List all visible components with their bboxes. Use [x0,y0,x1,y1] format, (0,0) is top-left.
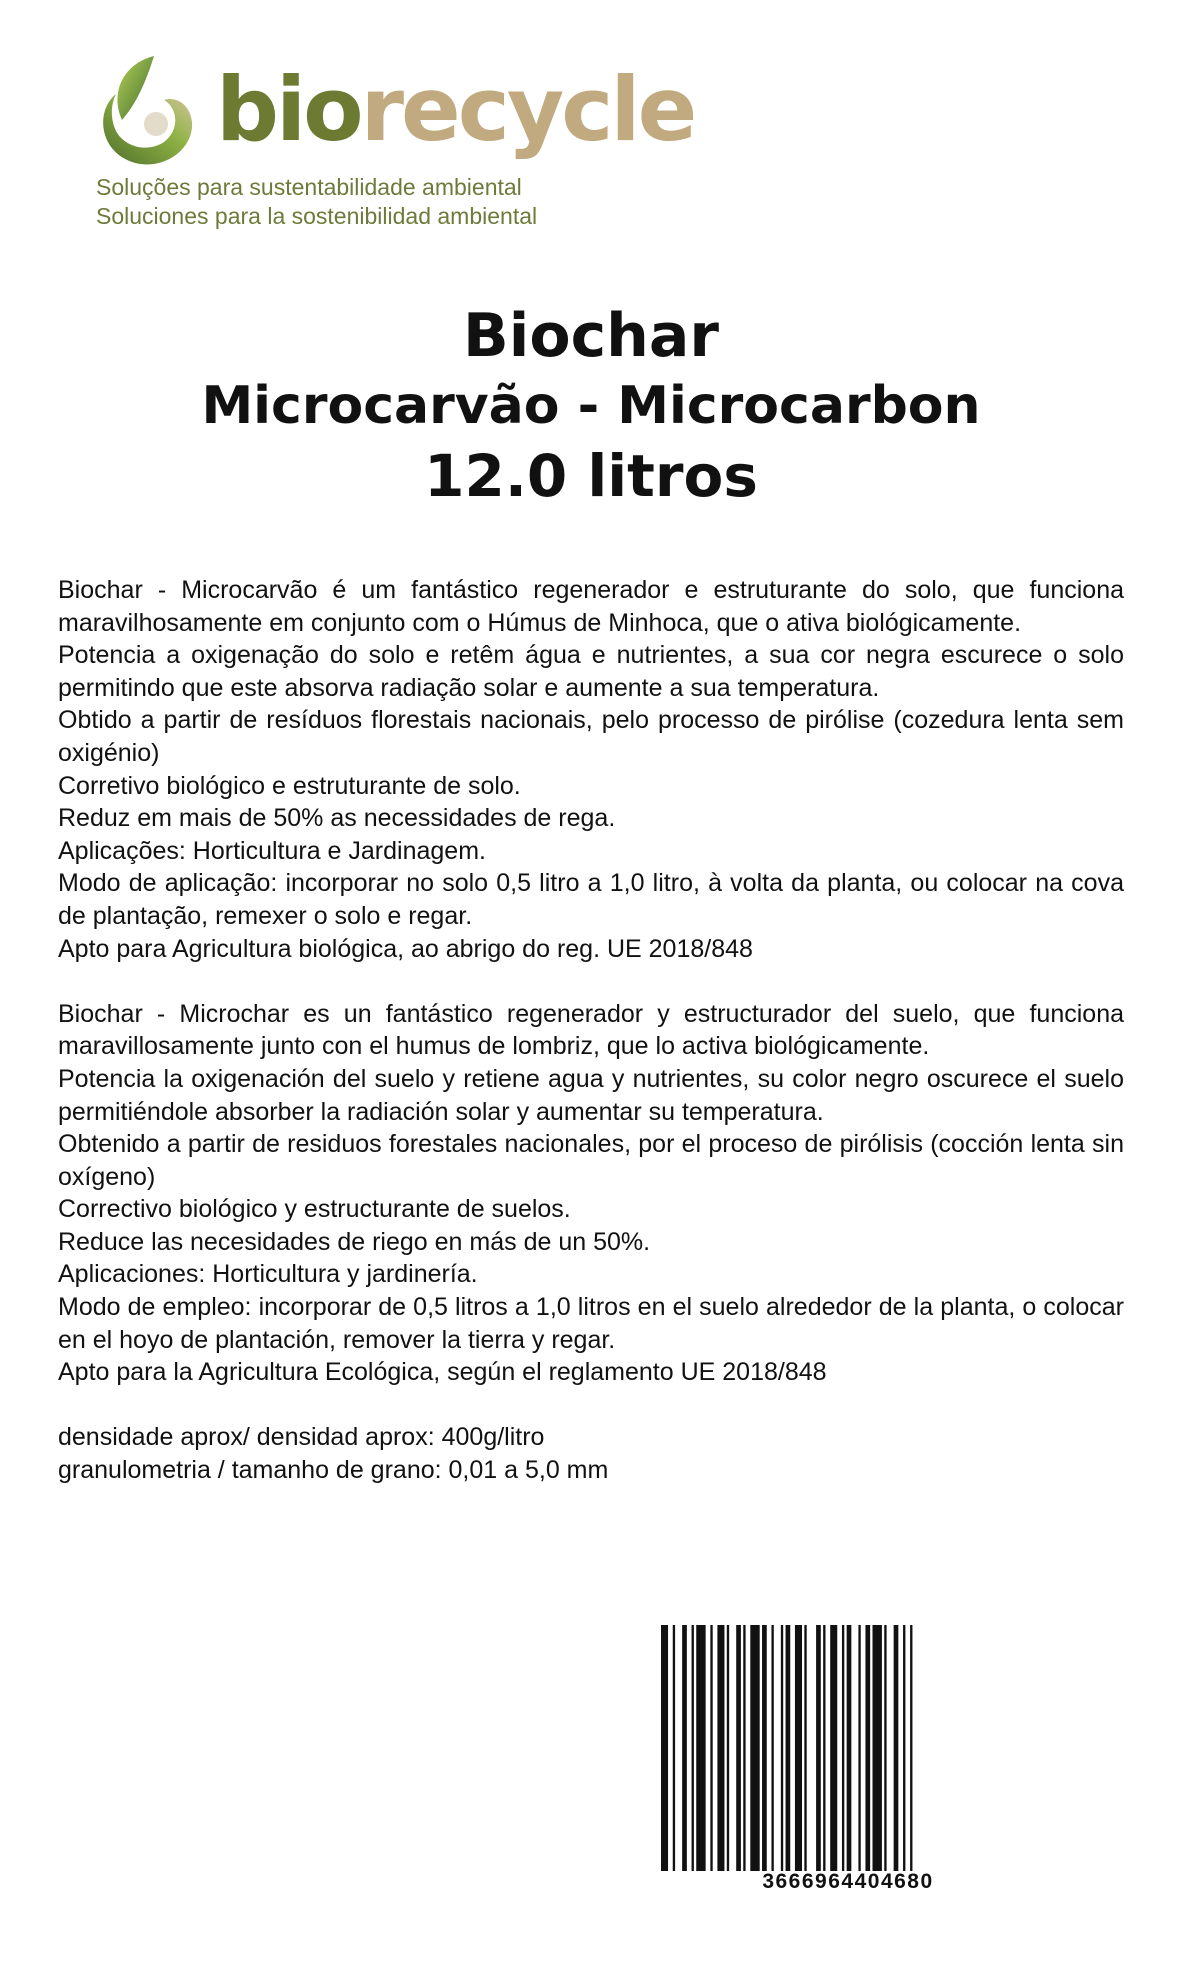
section-spacer [58,1389,1124,1422]
barcode-bar [910,1625,912,1871]
barcode-bar [762,1625,767,1871]
es-usage: Modo de empleo: incorporar de 0,5 litros a 1,0 litros en el suelo alrededor de la planta, o colocar en el hoyo de plantación, remover la tierra y regar. [58,1293,1124,1354]
pt-corrective: Corretivo biológico e estruturante de solo. [58,771,521,800]
brand-wordmark [216,60,694,160]
section-spacer [58,965,1124,998]
es-corrective: Correctivo biológico y estructurante de suelos. [58,1195,571,1224]
es-watering: Reduce las necesidades de riego en más de un 50%. [58,1227,651,1256]
es-oxygenation: Potencia la oxigenación del suelo y retiene agua y nutrientes, su color negro oscurece el suelo permitiéndole absorber la radiación solar y aumentar su temperatura. [58,1064,1124,1126]
barcode-icon [655,1625,1003,1871]
product-description [58,574,1124,1487]
barcode-bar [673,1625,675,1871]
product-title: Biochar [463,301,719,371]
barcode-bar [894,1625,899,1871]
barcode-bar [717,1625,724,1871]
pt-watering: Reduz em mais de 50% as necessidades de rega. [58,804,616,833]
pt-intro: Biochar - Microcarvão é um fantástico regenerador e estruturante do solo, que funciona maravilhosamente em conjunto com o Húmus de Minhoca, que o ativa biológicamente. [58,576,1124,637]
barcode-bar [736,1625,741,1871]
es-intro: Biochar - Microchar es un fantástico regenerador y estructurador del suelo, que funciona maravillosamente junto con el humus de lombriz, que lo activa biológicamente. [58,999,1124,1061]
pt-usage: Modo de aplicação: incorporar no solo 0,5 litro a 1,0 litro, à volta da planta, ou colocar na cova de plantação, remexer o solo e regar. [58,869,1124,930]
barcode-bar [771,1625,773,1871]
spec-density: densidade aprox/ densidad aprox: 400g/litro [58,1423,545,1452]
product-subtitle: Microcarvão - Microcarbon [201,376,981,436]
barcode-bar [858,1625,860,1871]
barcode-bar [847,1625,852,1871]
barcode-bar [750,1625,759,1871]
barcode-bar [710,1625,712,1871]
barcode-bar [903,1625,905,1871]
barcode-bar [842,1625,844,1871]
barcode-bar [682,1625,687,1871]
es-applications: Aplicaciones: Horticultura y jardinería. [58,1260,478,1289]
barcode-bar [692,1625,694,1871]
product-volume: 12.0 litros [424,442,758,510]
barcode-bar [781,1625,783,1871]
pt-origin: Obtido a partir de resíduos florestais nacionais, pelo processo de pirólise (cozedura lenta sem oxigénio) [58,706,1124,767]
brand-logo [92,50,695,240]
pt-certification: Apto para Agricultura biológica, ao abrigo do reg. UE 2018/848 [58,934,753,963]
barcode-bar [884,1625,886,1871]
barcode-bar [830,1625,837,1871]
barcode-bar [873,1625,882,1871]
es-origin: Obtenido a partir de residuos forestales nacionales, por el proceso de pirólisis (cocción lenta sin oxígeno) [58,1130,1124,1191]
pt-oxygenation: Potencia a oxigenação do solo e retêm água e nutrientes, a sua cor negra escurece o solo permitindo que este absorva radiação solar e aumente a sua temperatura. [58,641,1124,702]
es-certification: Apto para la Agricultura Ecológica, según el reglamento UE 2018/848 [58,1358,827,1387]
product-barcode [655,1625,1003,1899]
barcode-bar [696,1625,705,1871]
barcode-bar [865,1625,870,1871]
barcode-bar [816,1625,821,1871]
tagline-portuguese: Soluções para sustentabilidade ambiental [96,174,522,200]
barcode-number: 3666964404680 [762,1870,934,1893]
barcode-bar [795,1625,802,1871]
barcode-bar [804,1625,806,1871]
brand-word-bio: bio [216,58,361,161]
barcode-bar [727,1625,729,1871]
barcode-bar [786,1625,791,1871]
pt-applications: Aplicações: Horticultura e Jardinagem. [58,836,486,865]
spec-granulometry: granulometria / tamanho de grano: 0,01 a 5,0 mm [58,1456,609,1485]
tagline-spanish: Soluciones para la sostenibilidad ambiental [96,203,538,229]
product-title-block [0,300,1182,512]
barcode-bar [823,1625,825,1871]
leaf-swirl-logo-icon [92,50,202,170]
brand-word-recycle: recycle [360,58,695,161]
barcode-bar [743,1625,745,1871]
barcode-bar [661,1625,668,1871]
